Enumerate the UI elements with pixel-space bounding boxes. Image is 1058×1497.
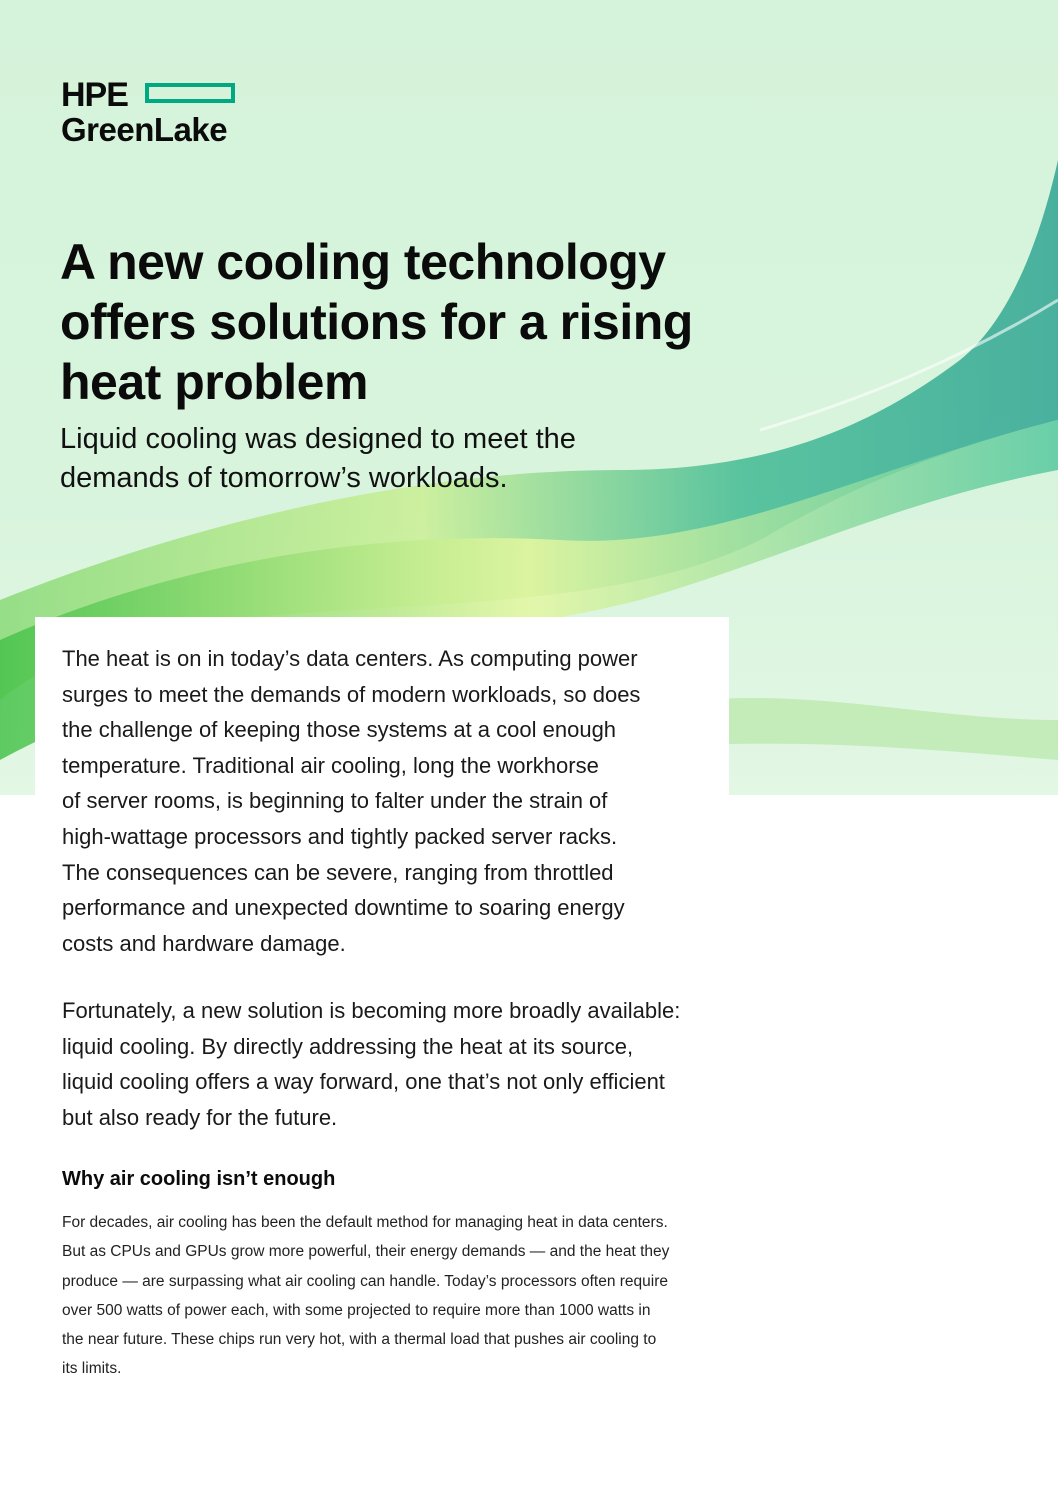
section-body <box>62 1208 669 1384</box>
subtitle-line: Liquid cooling was designed to meet the <box>60 423 576 455</box>
text-line: For decades, air cooling has been the default method for managing heat in data centers. <box>62 1214 668 1231</box>
logo-green-rectangle <box>145 83 235 103</box>
logo-greenlake-text: GreenLake <box>61 111 228 148</box>
text-line: temperature. Traditional air cooling, long the workhorse <box>62 752 599 778</box>
text-line: costs and hardware damage. <box>62 930 346 956</box>
text-line: performance and unexpected downtime to soaring energy <box>62 895 625 921</box>
text-line: high-wattage processors and tightly packed server racks. <box>62 823 618 849</box>
title-line: offers solutions for a rising <box>60 294 693 350</box>
text-line: the challenge of keeping those systems at a cool enough <box>62 717 617 743</box>
text-line: The heat is on in today’s data centers. As computing power <box>62 646 638 671</box>
intro-paragraph <box>62 641 640 961</box>
text-line: over 500 watts of power each, with some projected to require more than 1000 watts in <box>62 1301 651 1319</box>
text-line: The consequences can be severe, ranging from throttled <box>62 859 614 885</box>
text-line: of server rooms, is beginning to falter under the strain of <box>62 788 608 814</box>
text-line: But as CPUs and GPUs grow more powerful, their energy demands — and the heat they <box>62 1243 670 1261</box>
text-line: produce — are surpassing what air cooling can handle. Today’s processors often require <box>62 1272 668 1290</box>
text-line: but also ready for the future. <box>62 1104 338 1130</box>
page-title <box>60 232 693 412</box>
text-line: liquid cooling. By directly addressing the heat at its source, <box>62 1033 634 1059</box>
text-line: surges to meet the demands of modern workloads, so does <box>62 681 641 707</box>
hpe-greenlake-logo <box>61 78 227 148</box>
title-line: heat problem <box>60 354 368 410</box>
logo-hpe-text: HPE <box>61 76 128 114</box>
text-line: liquid cooling offers a way forward, one that’s not only efficient <box>62 1069 665 1095</box>
text-line: its limits. <box>62 1360 122 1378</box>
text-line: Fortunately, a new solution is becoming more broadly available: <box>62 998 681 1023</box>
solution-paragraph <box>62 993 680 1135</box>
title-line: A new cooling technology <box>60 234 666 290</box>
subtitle-line: demands of tomorrow’s workloads. <box>60 462 508 494</box>
text-line: the near future. These chips run very hot, with a thermal load that pushes air cooling to <box>62 1331 657 1349</box>
section-heading: Why air cooling isn’t enough <box>62 1168 336 1190</box>
subtitle <box>60 420 576 498</box>
